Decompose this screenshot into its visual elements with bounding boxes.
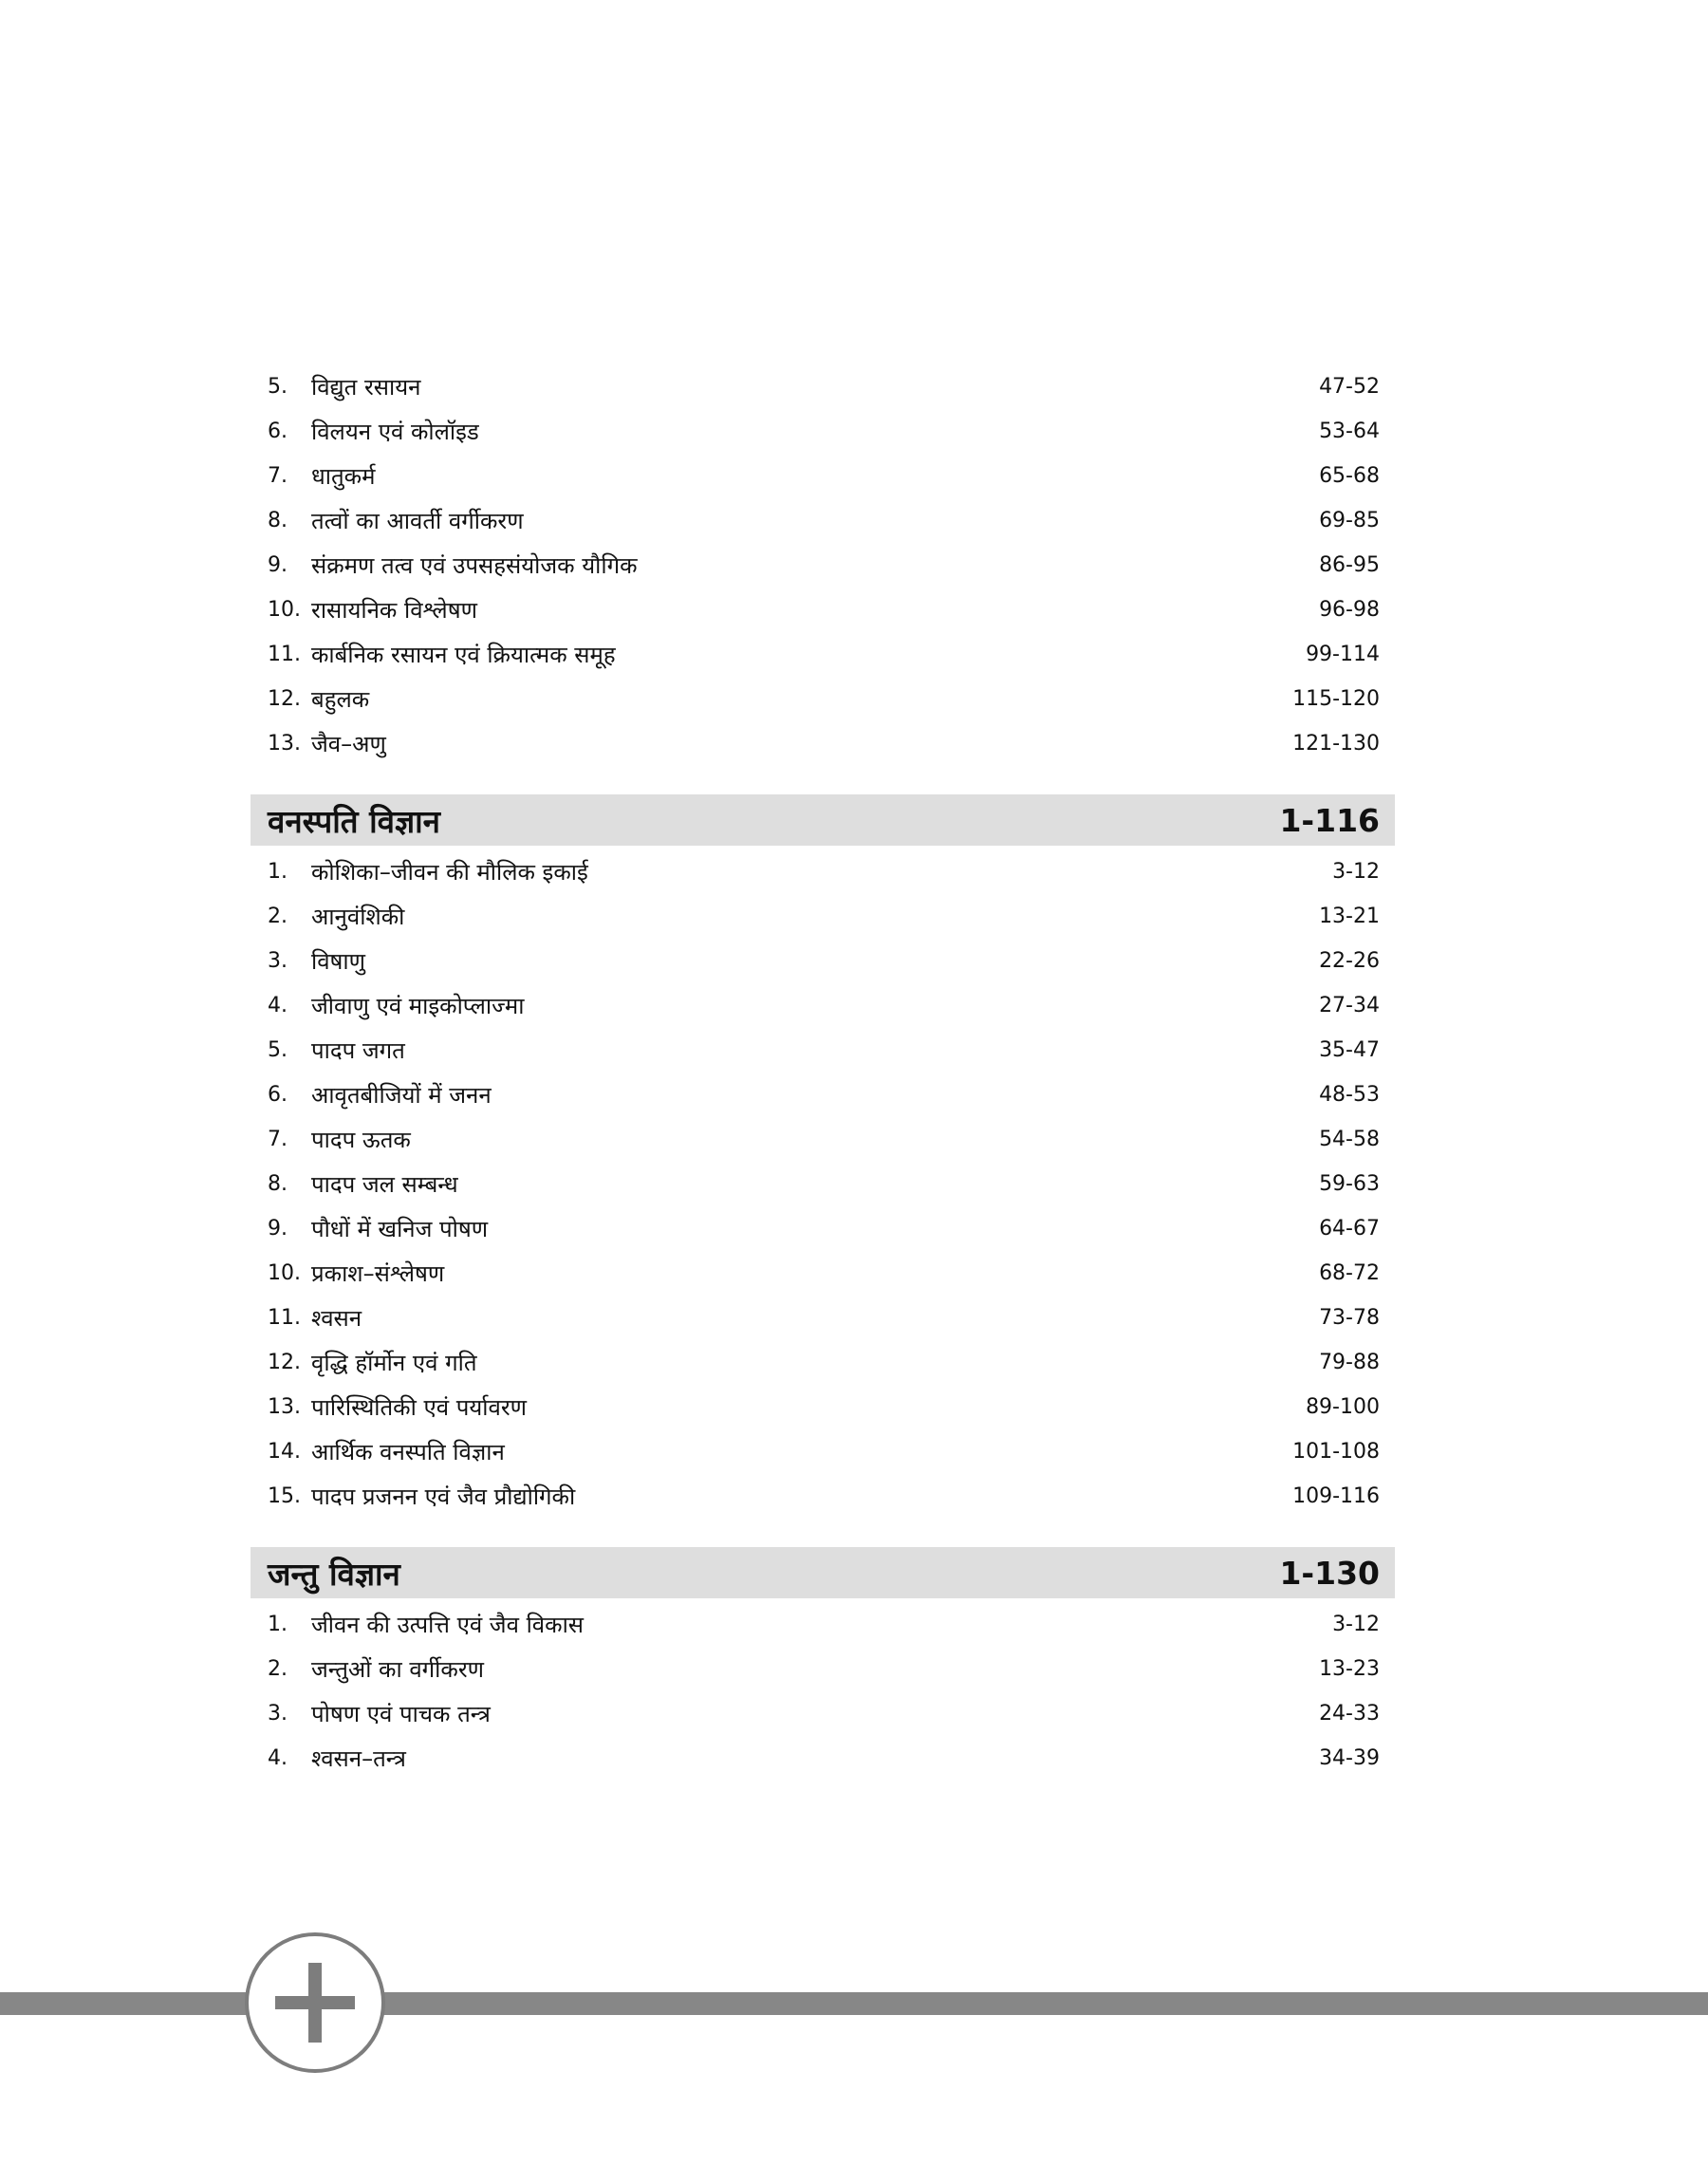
chapter-title: धातुकर्म	[311, 463, 376, 490]
chapter-title: पादप जगत	[311, 1037, 405, 1064]
toc-row[interactable]	[251, 1691, 1395, 1736]
zoology-chapter-list	[251, 1602, 1395, 1781]
chapter-number: 3.	[268, 949, 288, 973]
chapter-title: जैव–अणु	[311, 731, 386, 757]
chapter-title: पादप प्रजनन एवं जैव प्रौद्योगिकी	[311, 1483, 576, 1510]
chapter-number: 15.	[268, 1484, 301, 1508]
chapter-number: 12.	[268, 1351, 301, 1374]
chapter-number: 11.	[268, 643, 301, 666]
toc-row[interactable]	[251, 1296, 1395, 1340]
toc-row[interactable]	[251, 1117, 1395, 1162]
chapter-title: तत्वों का आवर्ती वर्गीकरण	[311, 508, 524, 534]
chapter-pages: 48-53	[1319, 1083, 1380, 1107]
toc-row[interactable]	[251, 454, 1395, 498]
chapter-number: 10.	[268, 1261, 301, 1285]
chapter-number: 11.	[268, 1306, 301, 1330]
chapter-title: श्वसन–तन्त्र	[311, 1745, 406, 1772]
toc-row[interactable]	[251, 1206, 1395, 1251]
chapter-number: 6.	[268, 1083, 288, 1107]
chapter-number: 13.	[268, 1395, 301, 1419]
toc-row[interactable]	[251, 498, 1395, 543]
chapter-pages: 109-116	[1292, 1484, 1380, 1508]
chapter-pages: 47-52	[1319, 375, 1380, 399]
toc-row[interactable]	[251, 1251, 1395, 1296]
chapter-pages: 59-63	[1319, 1172, 1380, 1196]
chapter-pages: 34-39	[1319, 1746, 1380, 1770]
chemistry-continued-list	[251, 364, 1395, 766]
section-header-botany[interactable]	[251, 794, 1395, 846]
toc-row[interactable]	[251, 1340, 1395, 1385]
section-title: जन्तु विज्ञान	[268, 1555, 400, 1593]
toc-row[interactable]	[251, 1028, 1395, 1073]
toc-row[interactable]	[251, 983, 1395, 1028]
chapter-pages: 99-114	[1306, 643, 1380, 666]
section-title: वनस्पति विज्ञान	[268, 802, 440, 840]
chapter-number: 4.	[268, 994, 288, 1017]
plus-icon-vertical	[308, 1963, 322, 2043]
chapter-pages: 65-68	[1319, 464, 1380, 488]
chapter-pages: 13-23	[1319, 1657, 1380, 1681]
chapter-title: पारिस्थितिकी एवं पर्यावरण	[311, 1394, 527, 1421]
toc-row[interactable]	[251, 409, 1395, 454]
chapter-title: संक्रमण तत्व एवं उपसहसंयोजक यौगिक	[311, 552, 638, 579]
chapter-number: 2.	[268, 1657, 288, 1681]
chapter-title: रासायनिक विश्लेषण	[311, 597, 477, 624]
chapter-pages: 3-12	[1332, 860, 1380, 884]
chapter-title: विषाणु	[311, 948, 365, 975]
chapter-title: आवृतबीजियों में जनन	[311, 1082, 492, 1109]
chapter-title: आनुवंशिकी	[311, 904, 405, 930]
chapter-pages: 69-85	[1319, 509, 1380, 532]
chapter-title: विद्युत रसायन	[311, 374, 421, 401]
chapter-number: 1.	[268, 1613, 288, 1636]
chapter-pages: 24-33	[1319, 1702, 1380, 1726]
chapter-pages: 115-120	[1292, 687, 1380, 711]
chapter-number: 7.	[268, 464, 288, 488]
botany-chapter-list	[251, 849, 1395, 1519]
chapter-number: 12.	[268, 687, 301, 711]
chapter-title: आर्थिक वनस्पति विज्ञान	[311, 1439, 505, 1465]
chapter-pages: 27-34	[1319, 994, 1380, 1017]
chapter-number: 14.	[268, 1440, 301, 1464]
chapter-number: 5.	[268, 375, 288, 399]
toc-row[interactable]	[251, 894, 1395, 939]
chapter-pages: 35-47	[1319, 1038, 1380, 1062]
chapter-number: 8.	[268, 1172, 288, 1196]
chapter-title: पादप ऊतक	[311, 1127, 411, 1153]
chapter-number: 9.	[268, 553, 288, 577]
section-pages: 1-116	[1279, 801, 1380, 839]
toc-row[interactable]	[251, 588, 1395, 632]
toc-row[interactable]	[251, 632, 1395, 677]
chapter-pages: 121-130	[1292, 732, 1380, 756]
toc-row[interactable]	[251, 721, 1395, 766]
chapter-title: जन्तुओं का वर्गीकरण	[311, 1656, 484, 1683]
toc-row[interactable]	[251, 543, 1395, 588]
chapter-pages: 73-78	[1319, 1306, 1380, 1330]
chapter-pages: 3-12	[1332, 1613, 1380, 1636]
chapter-number: 5.	[268, 1038, 288, 1062]
chapter-title: पादप जल सम्बन्ध	[311, 1171, 458, 1198]
chapter-number: 1.	[268, 860, 288, 884]
toc-row[interactable]	[251, 849, 1395, 894]
toc-row[interactable]	[251, 939, 1395, 983]
chapter-number: 7.	[268, 1128, 288, 1151]
chapter-number: 10.	[268, 598, 301, 622]
chapter-title: पोषण एवं पाचक तन्त्र	[311, 1701, 491, 1727]
chapter-title: प्रकाश–संश्लेषण	[311, 1260, 445, 1287]
section-pages: 1-130	[1279, 1554, 1380, 1592]
chapter-title: जीवन की उत्पत्ति एवं जैव विकास	[311, 1612, 585, 1638]
chapter-number: 4.	[268, 1746, 288, 1770]
chapter-number: 2.	[268, 905, 288, 928]
toc-row[interactable]	[251, 1429, 1395, 1474]
toc-row[interactable]	[251, 677, 1395, 721]
chapter-title: जीवाणु एवं माइकोप्लाज्मा	[311, 993, 525, 1019]
chapter-title: श्वसन	[311, 1305, 362, 1332]
plus-icon	[245, 1932, 385, 2073]
chapter-title: कार्बनिक रसायन एवं क्रियात्मक समूह	[311, 642, 616, 668]
toc-row[interactable]	[251, 364, 1395, 409]
toc-row[interactable]	[251, 1647, 1395, 1691]
chapter-pages: 79-88	[1319, 1351, 1380, 1374]
chapter-pages: 54-58	[1319, 1128, 1380, 1151]
toc-row[interactable]	[251, 1162, 1395, 1206]
toc-row[interactable]	[251, 1736, 1395, 1781]
toc-row[interactable]	[251, 1602, 1395, 1647]
chapter-pages: 68-72	[1319, 1261, 1380, 1285]
chapter-pages: 53-64	[1319, 420, 1380, 443]
chapter-number: 8.	[268, 509, 288, 532]
chapter-title: वृद्धि हॉर्मोन एवं गति	[311, 1350, 477, 1376]
chapter-pages: 96-98	[1319, 598, 1380, 622]
chapter-number: 13.	[268, 732, 301, 756]
chapter-pages: 101-108	[1292, 1440, 1380, 1464]
chapter-title: बहुलक	[311, 686, 370, 713]
chapter-title: कोशिका–जीवन की मौलिक इकाई	[311, 859, 588, 886]
toc-row[interactable]	[251, 1385, 1395, 1429]
chapter-number: 6.	[268, 420, 288, 443]
toc-row[interactable]	[251, 1073, 1395, 1117]
toc-row[interactable]	[251, 1474, 1395, 1519]
chapter-pages: 86-95	[1319, 553, 1380, 577]
section-header-zoology[interactable]	[251, 1547, 1395, 1598]
chapter-title: पौधों में खनिज पोषण	[311, 1216, 489, 1242]
chapter-pages: 22-26	[1319, 949, 1380, 973]
table-of-contents	[251, 364, 1395, 1781]
chapter-pages: 13-21	[1319, 905, 1380, 928]
chapter-title: विलयन एवं कोलॉइड	[311, 419, 479, 445]
chapter-pages: 89-100	[1306, 1395, 1380, 1419]
chapter-number: 3.	[268, 1702, 288, 1726]
chapter-pages: 64-67	[1319, 1217, 1380, 1241]
chapter-number: 9.	[268, 1217, 288, 1241]
